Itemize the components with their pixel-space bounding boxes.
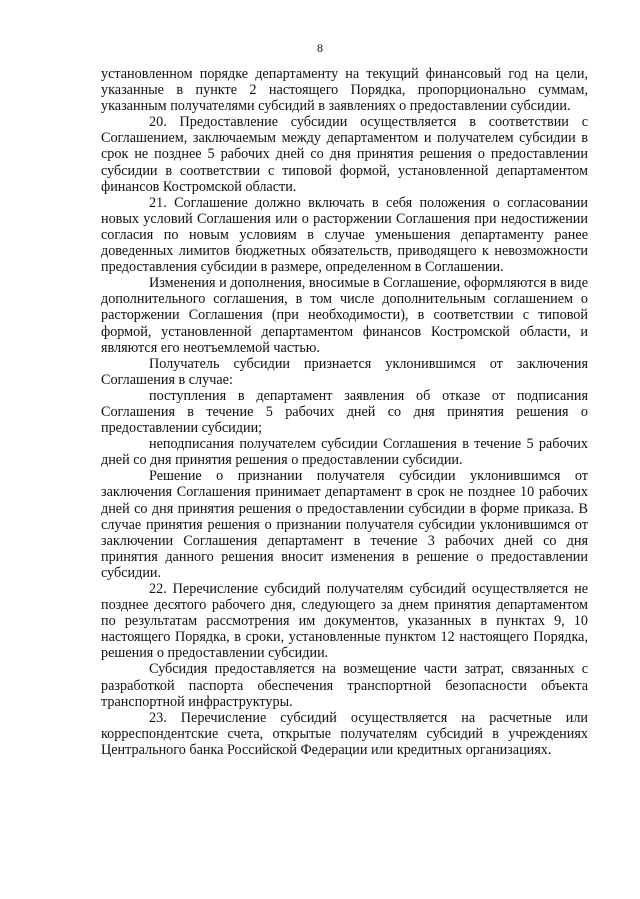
paragraph-evasion-decision: Решение о признании получателя субсидии уклонившимся от заключения Соглашения принимает департамент в срок не позднее 10 рабочих дней со дня принятия решения о предоставлении субсидии в форме приказа. В случае принятия решения о признании получателя субсидии уклонившимся от заключении Соглашения департамент в течение 3 рабочих дней со дня принятия данного решения вносит изменения в решение о предоставлении субсидии. bbox=[101, 468, 588, 581]
paragraph-clause-21: 21. Соглашение должно включать в себя положения о согласовании новых условий Соглашения или о расторжении Соглашения при недостижении согласия по новым условиям в случае уменьшения департаменту ранее доведенных лимитов бюджетных обязательств, приводящего к невозможности предоставления субсидии в размере, определенном в Соглашении. bbox=[101, 194, 588, 276]
paragraph-clause-22: 22. Перечисление субсидий получателям субсидий осуществляется не позднее десятого рабочего дня, следующего за днем принятия департаментом по результатам рассмотрения им документов, указанных в пунктах 9, 10 настоящего Порядка, в сроки, установленные пунктом 12 настоящего Порядка, решения о предоставлении субсидии. bbox=[101, 581, 588, 662]
paragraph-subsidy-purpose: Субсидия предоставляется на возмещение части затрат, связанных с разработкой паспорта обеспечения транспортной безопасности объекта транспортной инфраструктуры. bbox=[101, 661, 588, 710]
paragraph-clause-23: 23. Перечисление субсидий осуществляется на расчетные или корреспондентские счета, открытые получателям субсидий в учреждениях Центрального банка Российской Федерации или кредитных организациях. bbox=[101, 709, 588, 758]
document-body bbox=[101, 66, 588, 758]
page-number: 8 bbox=[317, 41, 323, 55]
paragraph-evasion-case-2: неподписания получателем субсидии Соглашения в течение 5 рабочих дней со дня принятия решения о предоставлении субсидии. bbox=[101, 436, 588, 469]
paragraph-evasion-case-1: поступления в департамент заявления об отказе от подписания Соглашения в течение 5 рабочих дней со дня принятия решения о предоставлении субсидии; bbox=[101, 387, 588, 437]
paragraph-evasion-intro: Получатель субсидии признается уклонившимся от заключения Соглашения в случае: bbox=[101, 355, 588, 388]
paragraph-clause-20: 20. Предоставление субсидии осуществляется в соответствии с Соглашением, заключаемым между департаментом и получателем субсидии в срок не позднее 5 рабочих дней со дня принятия решения о предоставлении субсидии в соответствии с типовой формой, установленной департаментом финансов Костромской области. bbox=[101, 114, 588, 195]
paragraph-amendments: Изменения и дополнения, вносимые в Соглашение, оформляются в виде дополнительного соглашения, в том числе дополнительным соглашением о расторжении Соглашения (при необходимости), в соответствии с типовой формой, установленной департаментом финансов Костромской области, и являются его неотъемлемой частью. bbox=[101, 275, 588, 356]
paragraph-1: установленном порядке департаменту на текущий финансовый год на цели, указанные в пункте 2 настоящего Порядка, пропорционально суммам, указанным получателями субсидий в заявлениях о предоставлении субсидии. bbox=[101, 66, 588, 115]
